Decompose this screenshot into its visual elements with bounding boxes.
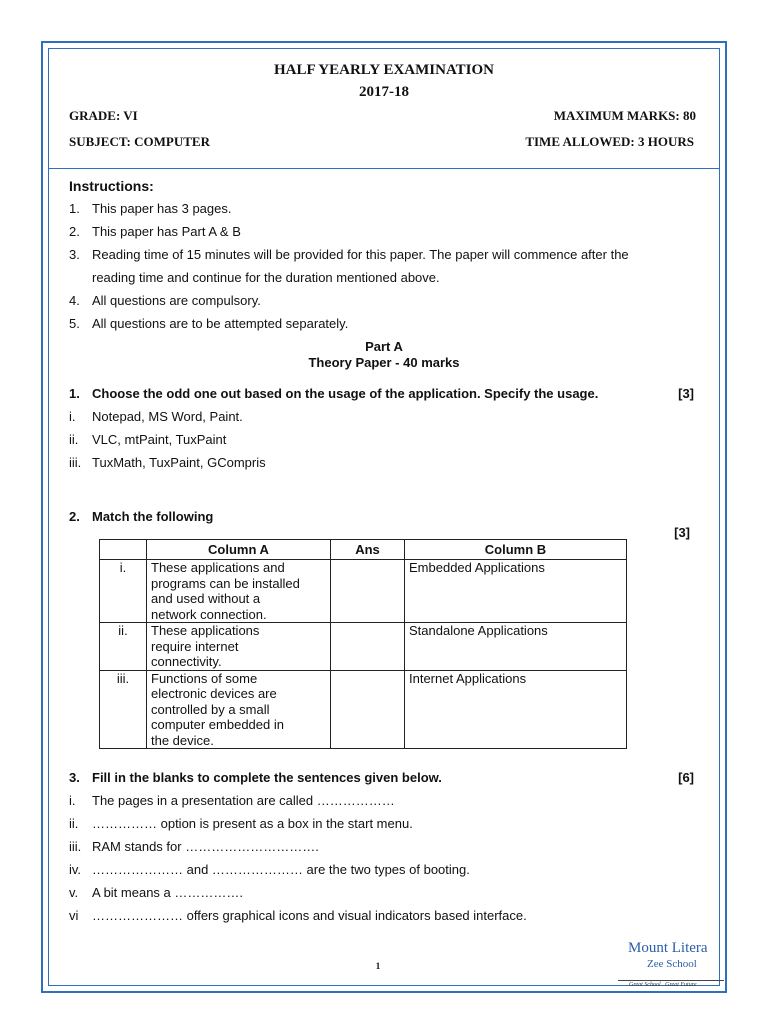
school-logo-sub: Zee School — [647, 958, 697, 970]
instructions-heading: Instructions: — [69, 178, 154, 194]
column-a-cell: These applications require internet connectivity. — [147, 623, 331, 671]
page-number: 1 — [375, 961, 381, 971]
header-column-b: Column B — [405, 540, 627, 560]
part-title: Part A — [365, 339, 403, 354]
instruction-item: 2. This paper has Part A & B — [69, 224, 241, 239]
instruction-item: 1. This paper has 3 pages. — [69, 201, 232, 216]
school-tagline: Great School . Great Future — [629, 982, 697, 988]
row-index: iii. — [100, 670, 147, 749]
table-row — [100, 560, 627, 623]
question-1-option: ii. VLC, mtPaint, TuxPaint — [69, 432, 227, 447]
header-divider — [48, 168, 720, 169]
column-b-cell: Standalone Applications — [405, 623, 627, 671]
instruction-item: 4. All questions are compulsory. — [69, 293, 261, 308]
answer-cell — [331, 560, 405, 623]
question-3: 3. Fill in the blanks to complete the sentences given below. — [69, 770, 442, 785]
column-a-cell: Functions of some electronic devices are controlled by a small computer embedded in the device. — [147, 670, 331, 749]
instruction-item: 5. All questions are to be attempted separately. — [69, 316, 349, 331]
part-subtitle: Theory Paper - 40 marks — [308, 355, 460, 370]
grade-label: GRADE: VI — [69, 108, 138, 123]
table-row — [100, 670, 627, 749]
row-index: ii. — [100, 623, 147, 671]
question-1-marks: [3] — [678, 386, 694, 401]
time-allowed-label: TIME ALLOWED: 3 HOURS — [525, 134, 694, 149]
question-1-option: i. Notepad, MS Word, Paint. — [69, 409, 243, 424]
question-3-blank: ii. …………… option is present as a box in the start menu. — [69, 816, 413, 831]
question-3-blank: iv. ………………… and ………………… are the two types of booting. — [69, 862, 470, 877]
school-logo-name: Mount Litera — [628, 940, 708, 956]
row-index: i. — [100, 560, 147, 623]
question-3-marks: [6] — [678, 770, 694, 785]
match-table — [99, 539, 627, 749]
column-b-cell: Internet Applications — [405, 670, 627, 749]
logo-divider — [618, 980, 724, 981]
exam-year: 2017-18 — [359, 84, 409, 100]
question-1: 1. Choose the odd one out based on the usage of the application. Specify the usage. — [69, 386, 599, 401]
max-marks-label: MAXIMUM MARKS: 80 — [553, 108, 696, 123]
instruction-item-continued: reading time and continue for the duration mentioned above. — [92, 270, 440, 285]
header-index — [100, 540, 147, 560]
subject-label: SUBJECT: COMPUTER — [69, 134, 210, 149]
column-a-cell: These applications and programs can be installed and used without a network connection. — [147, 560, 331, 623]
header-ans: Ans — [331, 540, 405, 560]
question-2: 2. Match the following — [69, 509, 214, 524]
header-column-a: Column A — [147, 540, 331, 560]
question-3-blank: v. A bit means a ……………. — [69, 885, 243, 900]
question-3-blank: iii. RAM stands for …………………………. — [69, 839, 319, 854]
table-row — [100, 623, 627, 671]
question-1-option: iii. TuxMath, TuxPaint, GCompris — [69, 455, 266, 470]
question-3-blank: vi ………………… offers graphical icons and visual indicators based interface. — [69, 908, 527, 923]
instruction-item: 3. Reading time of 15 minutes will be provided for this paper. The paper will commence after the — [69, 247, 629, 262]
answer-cell — [331, 670, 405, 749]
exam-title: HALF YEARLY EXAMINATION — [273, 62, 495, 78]
column-b-cell: Embedded Applications — [405, 560, 627, 623]
answer-cell — [331, 623, 405, 671]
question-3-blank: i. The pages in a presentation are called ……………… — [69, 793, 395, 808]
match-table-header — [100, 540, 627, 560]
question-2-marks: [3] — [674, 525, 690, 540]
